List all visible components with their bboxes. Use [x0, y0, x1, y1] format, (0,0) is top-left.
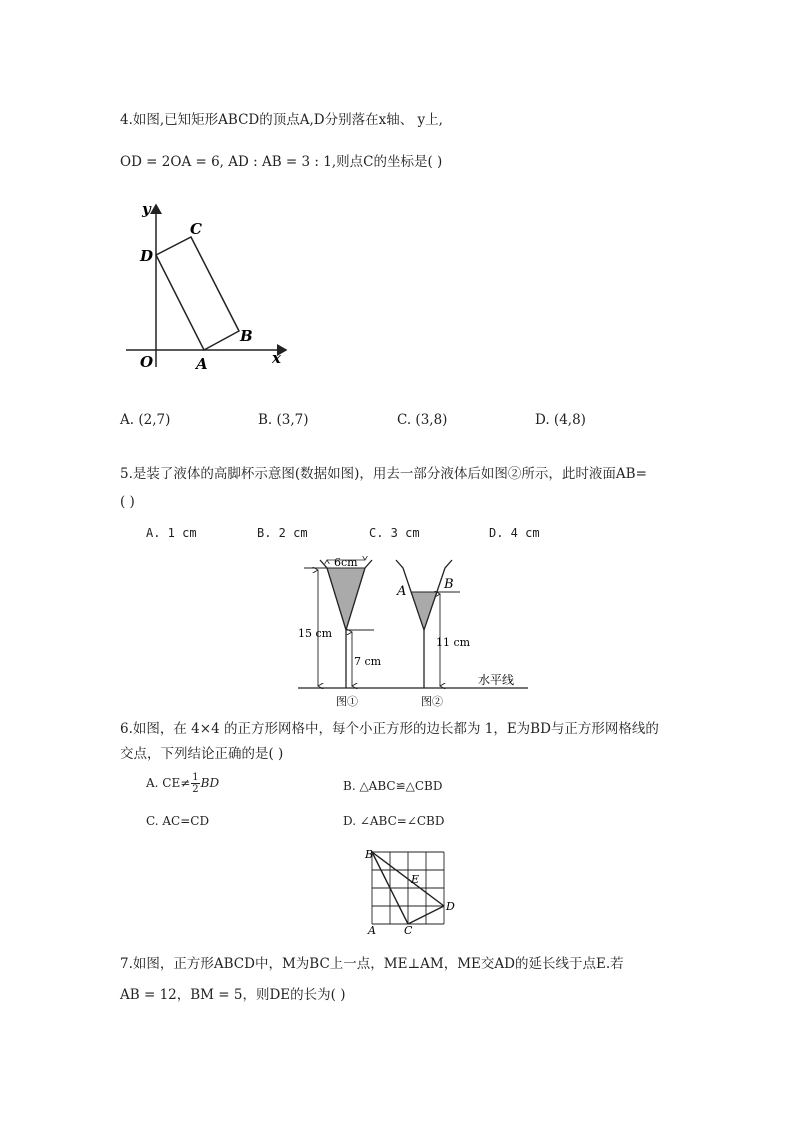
label-6cm: 6cm [334, 556, 358, 569]
q4-option-a: A. (2,7) [120, 412, 171, 428]
q7-stem-line2: AB = 12，BM = 5，则DE的长为( ) [120, 987, 346, 1003]
label-a: A [397, 584, 407, 599]
label-d: D [446, 900, 455, 913]
q5-figure [290, 548, 530, 710]
fraction-numerator: 1 [192, 772, 199, 783]
label-7cm: 7 cm [354, 655, 382, 668]
one-half-fraction [191, 772, 199, 795]
label-a: A [368, 924, 376, 935]
label-fig1: 图① [336, 695, 358, 708]
q5-option-d: D. 4 cm [489, 526, 540, 540]
q4-option-d: D. (4,8) [535, 412, 586, 428]
q4-stem-line1: 4.如图,已知矩形ABCD的顶点A,D分别落在x轴、 y上, [120, 112, 443, 128]
q5-option-b: B. 2 cm [257, 526, 308, 540]
rectangle-abcd [156, 237, 239, 350]
q4-option-c: C. (3,8) [397, 412, 448, 428]
q6-option-d: D. ∠ABC=∠CBD [343, 814, 445, 828]
label-b: B [444, 577, 454, 592]
q6-grid-figure [362, 843, 462, 935]
label-d: D [140, 247, 154, 265]
label-level: 水平线 [478, 673, 515, 687]
q4-option-b: B. (3,7) [258, 412, 309, 428]
q6-option-a [146, 772, 219, 795]
label-o: O [140, 353, 154, 371]
q6-option-c: C. AC=CD [146, 814, 210, 828]
label-c: C [404, 924, 413, 935]
q5-stem-line2: ( ) [120, 494, 135, 510]
glass1-liquid [327, 568, 365, 630]
label-b: B [240, 327, 253, 345]
label-fig2: 图② [421, 695, 443, 708]
q4-figure [118, 195, 298, 380]
q6-option-a-prefix: A. CE≠ [146, 776, 191, 790]
label-11cm: 11 cm [436, 636, 471, 649]
glass2-liquid [411, 592, 437, 630]
fraction-denominator: 2 [192, 784, 199, 795]
label-b: B [365, 848, 374, 861]
q5-option-a: A. 1 cm [146, 526, 197, 540]
label-e: E [411, 873, 420, 886]
q6-stem-line2: 交点，下列结论正确的是( ) [120, 746, 284, 762]
label-x: x [272, 349, 281, 367]
q5-option-c: C. 3 cm [369, 526, 420, 540]
q6-option-a-suffix: BD [200, 776, 220, 790]
label-c: C [190, 220, 202, 238]
q5-stem-line1: 5.是装了液体的高脚杯示意图(数据如图)，用去一部分液体后如图②所示，此时液面AB= [120, 466, 647, 482]
q7-stem-line1: 7.如图，正方形ABCD中，M为BC上一点，ME⊥AM，ME交AD的延长线于点E.若 [120, 956, 624, 972]
q6-option-b: B. △ABC≌△CBD [343, 779, 443, 793]
label-y: y [142, 200, 151, 218]
q4-stem-line2: OD = 2OA = 6, AD : AB = 3 : 1,则点C的坐标是( ) [120, 154, 443, 170]
q6-stem-line1: 6.如图，在 4×4 的正方形网格中，每个小正方形的边长都为 1，E为BD与正方形网格线的 [120, 721, 659, 737]
label-a: A [196, 355, 208, 373]
label-15cm: 15 cm [298, 627, 333, 640]
